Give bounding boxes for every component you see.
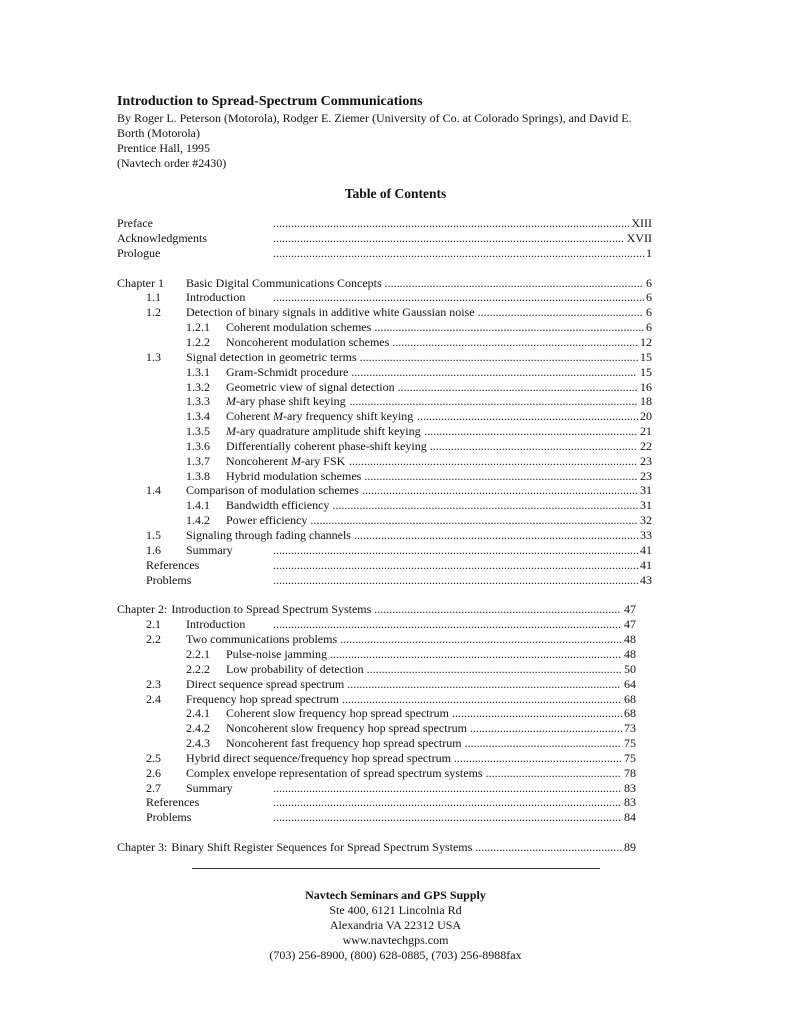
toc-entry-number: 2.7 [146, 781, 161, 795]
toc-entry-page: 1 [646, 246, 652, 260]
toc-entry-page: 20 [640, 409, 652, 423]
toc-entry [0, 751, 791, 766]
toc-dot-leader: ................................................................................................ [348, 454, 637, 468]
toc-dot-leader: ............................................................................................................................ [273, 246, 645, 260]
toc-entry-title: Noncoherent fast frequency hop spread spectrum [226, 736, 462, 750]
toc-entry-number: 1.6 [146, 543, 161, 557]
toc-entry-number: Chapter 1 [117, 276, 164, 290]
toc-entry-title: Low probability of detection [226, 662, 364, 676]
toc-entry [0, 276, 791, 291]
toc-entry-page: 18 [640, 394, 652, 408]
toc-dot-leader: ............................................. [485, 766, 621, 780]
toc-entry [0, 543, 791, 558]
toc-entry-page: 64 [624, 677, 636, 691]
toc-dot-leader: ............................................................................................. [359, 350, 639, 364]
toc-entry-number: Acknowledgments [117, 231, 207, 245]
toc-dot-leader: ........................................................................................... [347, 677, 621, 691]
toc-entry-page: 12 [640, 335, 652, 349]
toc-entry-title: Introduction [186, 290, 246, 304]
toc-dot-leader: .......................................................................................................................... [273, 543, 639, 557]
toc-dot-leader: ...................................................................................................... [332, 498, 639, 512]
toc-entry [0, 617, 791, 632]
toc-entry-title: Binary Shift Register Sequences for Spread Spectrum Systems [171, 840, 473, 854]
toc-entry [0, 662, 791, 677]
toc-entry-number: Problems [146, 810, 192, 824]
toc-entry [0, 781, 791, 796]
toc-entry-number: 1.3.1 [186, 365, 210, 379]
toc-entry-page: XIII [631, 216, 652, 230]
toc-entry [0, 231, 791, 246]
toc-entry-title: Two communications problems [186, 632, 338, 646]
toc-dot-leader: ................................................................................ [397, 380, 638, 394]
toc-entry-number: 1.3.5 [186, 424, 210, 438]
toc-dot-leader: .................................................................................. [392, 335, 639, 349]
toc-dot-leader: ...................................................................................... [384, 276, 643, 290]
toc-entry-title: Gram-Schmidt procedure [226, 365, 349, 379]
toc-entry-number: Prologue [117, 246, 161, 260]
toc-dot-leader: .......................................................................... [416, 409, 639, 423]
toc-entry [0, 602, 791, 617]
toc-entry-title: Differentially coherent phase-shift keying [226, 439, 427, 453]
toc-entry-number: Chapter 3: [117, 840, 168, 854]
toc-entry-number: 2.4.3 [186, 736, 210, 750]
toc-dot-leader: ................................................... [469, 721, 623, 735]
toc-entry [0, 290, 791, 305]
toc-dot-leader: ..................................................................... [429, 439, 637, 453]
toc-entry-number: 1.2.2 [186, 335, 210, 349]
toc-entry-page: 73 [624, 721, 636, 735]
toc-entry [0, 454, 791, 469]
authors-line: By Roger L. Peterson (Motorola), Rodger E. Ziemer (University of Co. at Colorado Springs), and David E. [117, 111, 632, 125]
toc-entry-title: Noncoherent modulation schemes [226, 335, 390, 349]
toc-entry-title: Frequency hop spread spectrum [186, 692, 339, 706]
toc-entry-page: 78 [624, 766, 636, 780]
toc-entry-page: 23 [640, 454, 652, 468]
toc-entry-page: 75 [624, 736, 636, 750]
toc-entry-number: 2.4.1 [186, 706, 210, 720]
toc-entry [0, 380, 791, 395]
toc-entry-number: 1.5 [146, 528, 161, 542]
toc-entry-number: 1.4.1 [186, 498, 210, 512]
toc-entry [0, 320, 791, 335]
toc-entry-title: Pulse-noise jamming [226, 647, 327, 661]
footer-divider [192, 868, 600, 869]
toc-entry [0, 350, 791, 365]
toc-entry [0, 469, 791, 484]
toc-entry [0, 721, 791, 736]
toc-entry-page: 21 [640, 424, 652, 438]
toc-entry-number: 1.4.2 [186, 513, 210, 527]
toc-entry-number: 2.2 [146, 632, 161, 646]
toc-dot-leader: .................................................................................................................... [273, 617, 621, 631]
publisher-line: Prentice Hall, 1995 [117, 141, 210, 155]
toc-entry [0, 795, 791, 810]
toc-dot-leader: .................................................................................................................... [273, 781, 621, 795]
toc-entry-page: 32 [640, 513, 652, 527]
toc-dot-leader: ..................................................................................... [366, 662, 622, 676]
toc-entry-title: Signal detection in geometric terms [186, 350, 357, 364]
toc-entry-page: 41 [640, 558, 652, 572]
footer-phones: (703) 256-8900, (800) 628-0885, (703) 256-8988fax [269, 948, 522, 962]
footer-website: www.navtechgps.com [342, 933, 449, 947]
toc-entry-title: Comparison of modulation schemes [186, 483, 359, 497]
toc-entry-title: Detection of binary signals in additive white Gaussian noise [186, 305, 475, 319]
toc-entry [0, 840, 791, 855]
toc-entry-page: 16 [640, 380, 652, 394]
toc-dot-leader: ............................................................................................... [353, 528, 639, 542]
footer-address-line2: Alexandria VA 22312 USA [329, 918, 462, 932]
toc-entry-page: 48 [624, 647, 636, 661]
toc-entry [0, 246, 791, 261]
order-number: (Navtech order #2430) [117, 156, 227, 170]
toc-dot-leader: .............................................................................................. [340, 632, 623, 646]
toc-dot-leader: ............................................................................................ [361, 483, 638, 497]
toc-entry [0, 394, 791, 409]
toc-entry-number: 2.6 [146, 766, 161, 780]
toc-entry-page: 31 [640, 483, 652, 497]
toc-entry [0, 632, 791, 647]
authors-line-continued: Borth (Motorola) [117, 126, 200, 140]
toc-entry-title: Geometric view of signal detection [226, 380, 395, 394]
toc-entry-number: 2.2.1 [186, 647, 210, 661]
toc-entry-page: 31 [640, 498, 652, 512]
toc-entry-title: Noncoherent M-ary FSK [226, 454, 346, 468]
book-title: Introduction to Spread-Spectrum Communications [117, 94, 423, 109]
toc-entry-page: 83 [624, 781, 636, 795]
toc-entry-number: 1.3.6 [186, 439, 210, 453]
toc-entry-page: 33 [640, 528, 652, 542]
toc-entry-number: 2.4.2 [186, 721, 210, 735]
toc-dot-leader: .......................................................................................................................... [273, 573, 639, 587]
toc-entry-page: 75 [624, 751, 636, 765]
toc-entry-page: 6 [646, 305, 652, 319]
toc-dot-leader: ................................................................................................. [330, 647, 621, 661]
toc-entry-page: 83 [624, 795, 636, 809]
toc-entry-page: 6 [646, 290, 652, 304]
toc-dot-leader: .......................................................................................................................... [273, 558, 639, 572]
toc-dot-leader: ................................................................................................ [349, 394, 638, 408]
toc-entry-number: 1.3.2 [186, 380, 210, 394]
toc-dot-leader: ............................................................................................... [351, 365, 637, 379]
toc-entry-title: Coherent slow frequency hop spread spectrum [226, 706, 449, 720]
toc-entry-number: References [146, 795, 200, 809]
toc-entry-title: Summary [186, 543, 233, 557]
toc-entry [0, 439, 791, 454]
toc-entry-page: 47 [624, 617, 636, 631]
toc-entry-number: 2.3 [146, 677, 161, 691]
toc-entry-title: Introduction to Spread Spectrum Systems [171, 602, 372, 616]
toc-entry [0, 513, 791, 528]
toc-entry-page: 50 [624, 662, 636, 676]
toc-entry-page: 6 [646, 276, 652, 290]
toc-entry-page: 43 [640, 573, 652, 587]
footer-company: Navtech Seminars and GPS Supply [305, 888, 486, 902]
toc-entry-title: Signaling through fading channels [186, 528, 351, 542]
toc-entry-title: Bandwidth efficiency [226, 498, 330, 512]
toc-entry-page: 22 [640, 439, 652, 453]
toc-entry-page: 89 [624, 840, 636, 854]
toc-entry [0, 706, 791, 721]
toc-entry [0, 424, 791, 439]
toc-entry-page: 23 [640, 469, 652, 483]
toc-entry-title: Hybrid direct sequence/frequency hop spread spectrum [186, 751, 451, 765]
toc-entry-number: 2.5 [146, 751, 161, 765]
toc-entry [0, 810, 791, 825]
toc-dot-leader: .................................................................................................................... [273, 810, 621, 824]
toc-entry-title: Hybrid modulation schemes [226, 469, 362, 483]
toc-entry-title: Introduction [186, 617, 246, 631]
toc-dot-leader: ............................................................................................................. [310, 513, 638, 527]
toc-dot-leader: ........................................................ [453, 751, 622, 765]
toc-entry-page: 47 [624, 602, 636, 616]
toc-entry-number: 2.1 [146, 617, 161, 631]
toc-dot-leader: ....................................................... [477, 305, 643, 319]
toc-entry [0, 766, 791, 781]
toc-entry-title: Basic Digital Communications Concepts [186, 276, 382, 290]
toc-entry [0, 558, 791, 573]
toc-entry [0, 498, 791, 513]
toc-dot-leader: .......................................................................................... [374, 320, 645, 334]
toc-dot-leader: ....................................................................... [424, 424, 638, 438]
toc-entry [0, 335, 791, 350]
toc-entry-number: 2.4 [146, 692, 161, 706]
toc-dot-leader: .................................................... [464, 736, 621, 750]
toc-entry-number: Chapter 2: [117, 602, 168, 616]
toc-dot-leader: ....................................................................................................................... [273, 216, 630, 230]
toc-entry-number: Problems [146, 573, 192, 587]
toc-entry [0, 365, 791, 380]
toc-entry [0, 409, 791, 424]
toc-dot-leader: ................................................. [475, 840, 623, 854]
toc-entry [0, 483, 791, 498]
toc-entry-number: 2.2.2 [186, 662, 210, 676]
toc-entry-title: Power efficiency [226, 513, 308, 527]
toc-entry-page: 68 [624, 692, 636, 706]
toc-dot-leader: ............................................................................................................................ [273, 290, 645, 304]
toc-dot-leader: ......................................................... [451, 706, 623, 720]
toc-entry-page: XVII [626, 231, 652, 245]
toc-dot-leader: ..................................................................................................................... [273, 231, 624, 245]
toc-entry-title: Coherent modulation schemes [226, 320, 372, 334]
toc-entry-page: 68 [624, 706, 636, 720]
toc-entry-number: References [146, 558, 200, 572]
toc-entry-title: M-ary phase shift keying [226, 394, 346, 408]
footer-address-line1: Ste 400, 6121 Lincolnia Rd [329, 903, 462, 917]
toc-dot-leader: ............................................................................................. [341, 692, 621, 706]
toc-entry [0, 528, 791, 543]
toc-entry-page: 41 [640, 543, 652, 557]
toc-entry [0, 677, 791, 692]
toc-entry-page: 48 [624, 632, 636, 646]
toc-entry-page: 15 [640, 350, 652, 364]
toc-entry-title: Coherent M-ary frequency shift keying [226, 409, 414, 423]
toc-entry-title: Summary [186, 781, 233, 795]
toc-dot-leader: .................................................................................. [374, 602, 621, 616]
toc-entry [0, 692, 791, 707]
toc-entry-number: 1.2.1 [186, 320, 210, 334]
toc-entry-number: Preface [117, 216, 153, 230]
toc-dot-leader: ........................................................................................... [364, 469, 638, 483]
toc-entry [0, 573, 791, 588]
toc-entry-page: 84 [624, 810, 636, 824]
toc-entry-title: Complex envelope representation of spread spectrum systems [186, 766, 483, 780]
toc-entry [0, 736, 791, 751]
toc-entry-number: 1.1 [146, 290, 161, 304]
toc-entry-title: M-ary quadrature amplitude shift keying [226, 424, 421, 438]
toc-entry-page: 6 [646, 320, 652, 334]
toc-heading: Table of Contents [344, 186, 447, 201]
toc-entry-number: 1.2 [146, 305, 161, 319]
toc-entry-number: 1.3.8 [186, 469, 210, 483]
toc-entry-title: Noncoherent slow frequency hop spread spectrum [226, 721, 467, 735]
toc-entry-page: 15 [640, 365, 652, 379]
toc-entry-title: Direct sequence spread spectrum [186, 677, 345, 691]
toc-entry [0, 305, 791, 320]
toc-entry-number: 1.3.7 [186, 454, 210, 468]
toc-entry [0, 647, 791, 662]
toc-entry-number: 1.3.4 [186, 409, 210, 423]
toc-entry-number: 1.3.3 [186, 394, 210, 408]
toc-entry-number: 1.3 [146, 350, 161, 364]
toc-entry-number: 1.4 [146, 483, 161, 497]
toc-entry [0, 216, 791, 231]
toc-dot-leader: .................................................................................................................... [273, 795, 621, 809]
